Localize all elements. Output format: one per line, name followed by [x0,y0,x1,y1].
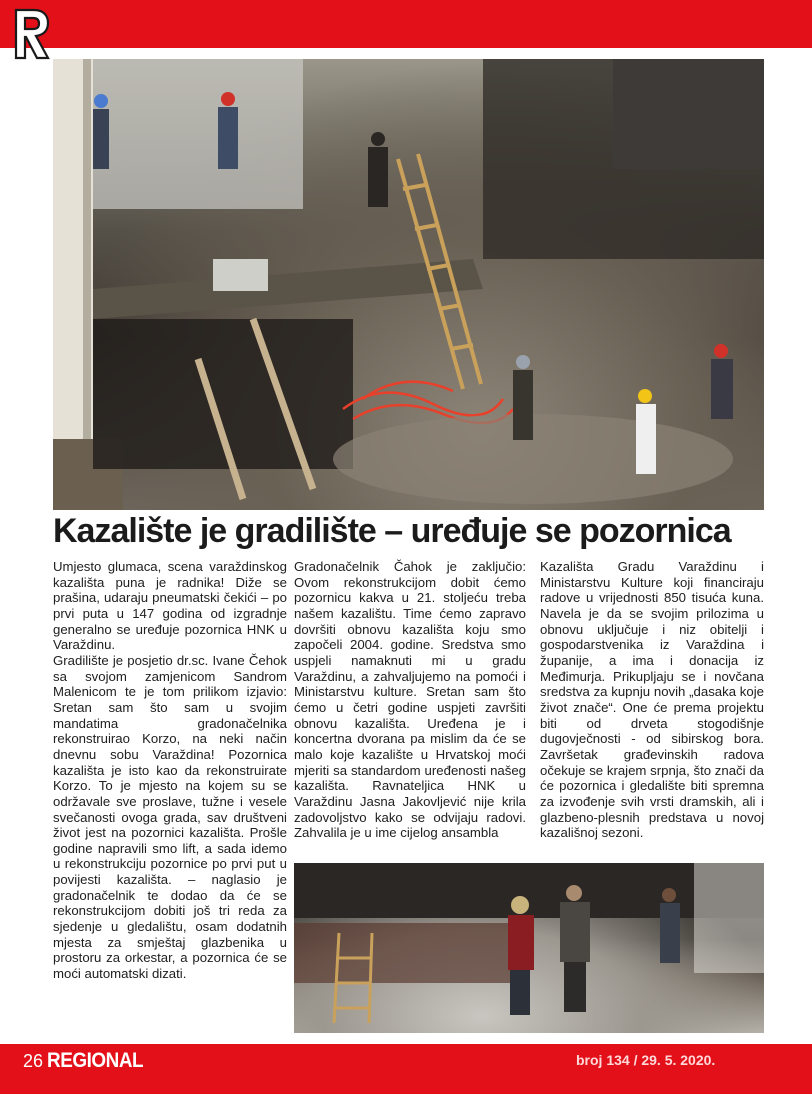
main-photo-stage-construction [53,59,764,510]
regional-logo-icon [10,6,50,62]
article-column-1 [53,559,287,1029]
page-number: 26 [23,1051,44,1071]
issue-info: broj 134 / 29. 5. 2020. [576,1052,716,1068]
column-3-paragraph-1: Kazališta Gradu Varaždinu i Ministarstvu Kulture koji financiraju radove u vrijednosti 850 tisuća kuna. Navela je da se svojim prilozima u obnovu uključuje i niz obitelji i gospodarstvenika iz Varaždina i županije, a ima i donacija iz Međimurja. Prikupljaju se i novčana sredstva za kupnju novih „dasaka koje život znače“. One će prema projektu biti od drveta stogodišnje dugovječnosti - od sibirskog bora. Završetak građevinskih radova očekuje se krajem srpnja, što znači da će pozornica i gledalište biti spremna za izvođenje svih vrsti dramskih, ali i glazbeno-plesnih predstava u novoj kazališnoj sezoni. [540,559,764,841]
secondary-photo-stage-visit [294,863,764,1033]
column-2-paragraph-1: Gradonačelnik Čahok je zaključio: Ovom rekonstrukcijom dobit ćemo pozornicu kakva u 21. stoljeću treba našem kazalištu. Time ćemo zapravo dovršiti obnovu kazališta koju smo započeli 2004. godine. Sredstva smo uspjeli namaknuti mi u gradu Varaždinu, a zahvaljujemo na pomoći i Ministarstvu kulture. Sretan sam što ćemo u četri godine uspjeti završiti obnovu kazališta. Uređena je i koncertna dvorana pa mislim da će se malo koje kazalište u Hrvatskoj moći mjeriti sa standardom uređenosti našeg kazališta. Ravnateljica HNK u Varaždinu Jasna Jakovljević nije krila zadovoljstvo kako se odvijaju radovi. Zahvalila je u ime cijelog ansambla [294,559,526,841]
magazine-brand: REGIONAL [47,1049,144,1072]
top-red-bar [0,0,812,48]
article-column-3 [540,559,764,861]
column-1-paragraph-2: Gradilište je posjetio dr.sc. Ivane Čehok sa svojom zamjenicom Sandrom Malenicom te je tom prilikom izjavio: Sretan sam što sam u svojim mandatima gradonačelnika rekonstruirao Korzo, na neki način dnevnu sobu Varaždina! Pozornica kazališta je isto kao da rekonstruirate Korzo. To je mjesto na kojem su se održavale sve proslave, tužne i vesele svečanosti ovoga grada, sav društveni život jest na pozornici kazališta. Prošle godine napravili smo lift, a sada idemo u rekonstrukciju pozornice po prvi put u povijesti kazališta. – naglasio je gradonačelnik te dodao da će se rekonstrukcijom dobiti još tri reda za sjedenje u gledalištu, osam dodatnih mjesta za smještaj glazbenika u prostoru za orkestar, a pozornica će se moći automatski dizati. [53,652,287,982]
article-column-2 [294,559,526,861]
article-headline: Kazalište je gradilište – uređuje se pozornica [53,512,731,550]
column-1-paragraph-1: Umjesto glumaca, scena varaždinskog kazališta puna je radnika! Diže se prašina, udaraju pneumatski čekići – po prvi puta u 147 godina od izgradnje generalno se uređuje pozornica HNK u Varaždinu. [53,559,287,653]
